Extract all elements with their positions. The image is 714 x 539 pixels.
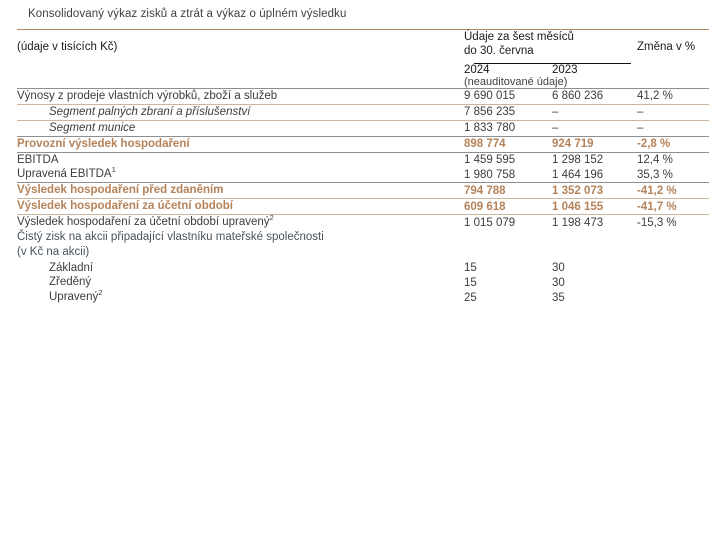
eps-row [17,261,709,276]
row-value-chg: 41,2 % [637,88,709,104]
row-label: Výsledek hospodaření před zdaněním [17,183,464,199]
section-heading-spacer [637,230,709,260]
row-value-chg: -41,7 % [637,199,709,215]
section-heading-spacer [464,230,552,260]
table-row [17,199,709,215]
table-row [17,120,709,136]
row-value-chg: 12,4 % [637,152,709,167]
table-row [17,152,709,167]
header-row-audit-note [17,76,709,89]
table-body [17,88,709,305]
row-label: Segment munice [17,120,464,136]
row-value-y2024: 609 618 [464,199,552,215]
row-label: Výsledek hospodaření za účetní období [17,199,464,215]
row-value-y2024: 1 459 595 [464,152,552,167]
row-label: Upravená EBITDA$^1$ [17,165,116,181]
row-value-y2023: 1 464 196 [552,168,604,181]
row-value-chg: -15,3 % [637,215,709,230]
row-value-y2023: 1 046 155 [552,199,637,215]
row-value-chg: – [637,104,709,120]
row-value-y2024: 15 [464,276,477,289]
row-value-y2023: 1 198 473 [552,215,637,230]
row-value-y2024: 794 788 [464,183,552,199]
row-value-y2024: 898 774 [464,136,552,152]
table-row [17,136,709,152]
table-header [17,30,709,89]
row-value-y2023: – [552,104,637,120]
row-value-y2023: 35 [552,291,565,304]
row-value-y2024: 1 015 079 [464,215,552,230]
row-label: Základní [49,261,94,274]
income-statement-table [17,29,709,305]
header-row-years [17,64,709,76]
audit-note-spacer [17,76,464,89]
row-value-y2023: 30 [552,276,565,289]
eps-section-heading [17,230,464,260]
period-span-header [464,30,637,64]
row-label: EBITDA [17,152,464,167]
row-value-chg: -2,8 % [637,136,709,152]
period-line-1: Údaje za šest měsíců [464,31,574,43]
footnote-marker: 2 [269,213,274,223]
row-value-y2024: 1 980 758 [464,168,516,181]
table-row [17,104,709,120]
table-row [17,215,709,230]
table-row [17,167,709,182]
row-value-chg [637,275,709,290]
audit-note-spacer-change [637,76,709,89]
header-spacer-change [637,64,709,76]
row-value-chg [637,261,709,276]
eps-heading-line-1: Čistý zisk na akcii připadající vlastníku mateřské společnosti [17,231,324,244]
header-spacer [17,64,464,76]
row-value-y2023: 30 [552,262,565,274]
row-value-y2024: 25 [464,291,477,304]
row-value-y2024: 9 690 015 [464,88,552,104]
row-value-chg: – [637,120,709,136]
row-value-y2023: 6 860 236 [552,88,637,104]
row-value-y2024: 15 [464,262,477,274]
row-value-y2023: 1 298 152 [552,152,637,167]
eps-heading-line-2: (v Kč na akcii) [17,246,90,259]
row-value-y2024: 7 856 235 [464,104,552,120]
change-column-header: Změna v % [637,40,696,53]
unit-label: (údaje v tisících Kč) [17,40,118,53]
row-label: Segment palných zbraní a příslušenství [17,104,464,120]
row-value-y2024: 1 833 780 [464,120,552,136]
footnote-marker: 2 [98,288,103,298]
row-value-y2023: 1 352 073 [552,183,637,199]
period-line-2: do 30. června [464,45,534,58]
year-header-2024: 2024 [464,63,490,76]
eps-row [17,290,709,305]
row-value-y2023: – [552,120,637,136]
row-label: Provozní výsledek hospodaření [17,136,464,152]
row-label: Výnosy z prodeje vlastních výrobků, zboží a služeb [17,88,464,104]
section-heading-row [17,230,709,260]
row-value-chg: 35,3 % [637,168,673,181]
eps-row [17,275,709,290]
year-header-2023: 2023 [552,63,578,76]
document-title: Konsolidovaný výkaz zisků a ztrát a výkaz o úplném výsledku [28,8,347,20]
row-label: Zředěný [49,276,92,289]
row-value-chg: -41,2 % [637,183,709,199]
row-label: Upravený$^2$ [49,288,103,304]
row-value-y2023: 924 719 [552,136,637,152]
audit-note: (neauditované údaje) [464,75,568,88]
table-row [17,183,709,199]
row-value-chg [637,290,709,305]
footnote-marker: 1 [111,165,116,175]
row-label: Výsledek hospodaření za účetní období upravený$^2$ [17,215,464,230]
header-row-period [17,30,709,64]
section-heading-spacer [552,230,637,260]
table-row [17,88,709,104]
